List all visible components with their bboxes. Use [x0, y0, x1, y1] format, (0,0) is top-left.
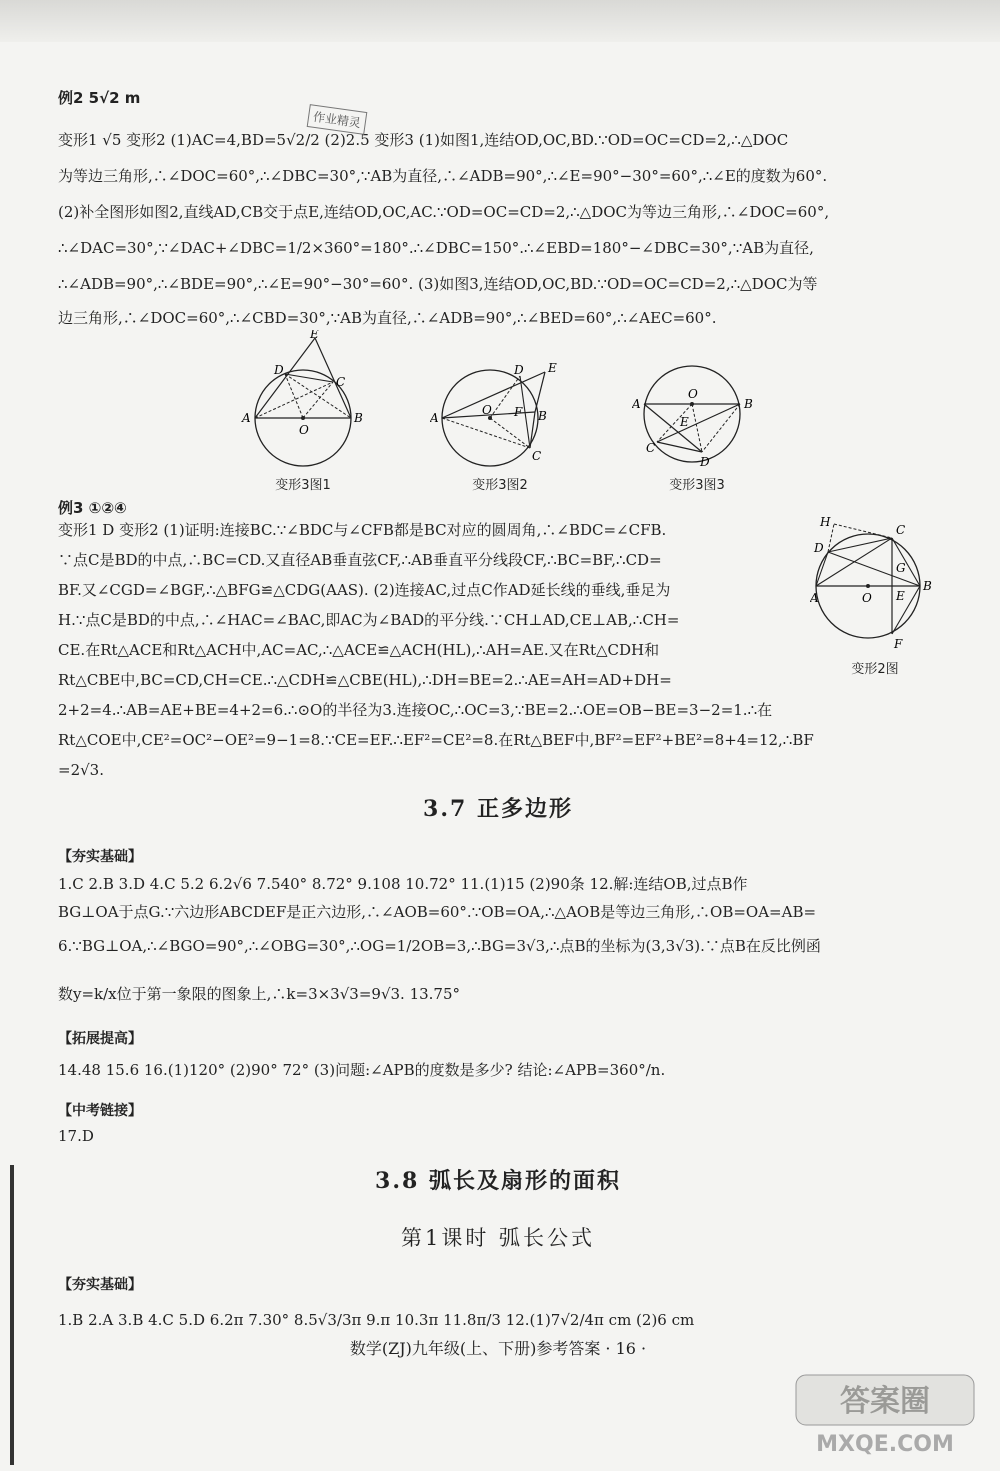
figure-variant3-3-drawing [632, 364, 762, 470]
point-label: F [514, 405, 523, 419]
point-label: C [896, 523, 906, 537]
svg-text:答案圈: 答案圈 [840, 1384, 930, 1419]
scan-edge-mark [10, 1165, 14, 1465]
section-tag: 【夯实基础】 [58, 849, 142, 865]
point-label: D [814, 541, 824, 555]
point-label: D [274, 363, 284, 377]
text-line: 例3 ①②④ [58, 499, 127, 517]
point-label: D [514, 363, 524, 377]
text-line: ∴∠ADB=90°,∴∠BDE=90°,∴∠E=90°−30°=60°. (3)如图3,连结OD,OC,BD.∵OD=OC=CD=2,∴△DOC为等 [58, 275, 818, 293]
point-label: B [538, 409, 547, 423]
point-label: B [744, 397, 753, 411]
text-line: 2+2=4.∴AB=AE+BE=4+2=6.∴⊙O的半径为3.连接OC,∴OC=3,∵BE=2.∴OE=OB−BE=3−2=1.∴在 [58, 701, 773, 719]
point-label: B [354, 411, 363, 425]
section-tag: 【拓展提高】 [58, 1031, 142, 1047]
figure-variant3-1-drawing [238, 330, 368, 470]
text-line: 6.∵BG⊥OA,∴∠BGO=90°,∴∠OBG=30°,∴OG=1/2OB=3,∴BG=3√3,∴点B的坐标为(3,3√3).∵点B在反比例函 [58, 937, 821, 955]
text-line: 1.B 2.A 3.B 4.C 5.D 6.2π 7.30° 8.5√3/3π 9.π 10.3π 11.8π/3 12.(1)7√2/4π cm (2)6 cm [58, 1311, 695, 1329]
point-label: E [680, 415, 689, 429]
text-line: 17.D [58, 1127, 94, 1145]
point-label: C [646, 441, 656, 455]
section-tag: 【中考链接】 [58, 1103, 142, 1119]
figure-caption: 变形3图2 [472, 478, 528, 493]
point-label: F [894, 637, 903, 651]
text-line: 14.48 15.6 16.(1)120° (2)90° 72° (3)问题:∠APB的度数是多少? 结论:∠APB=360°/n. [58, 1061, 666, 1079]
figure-caption: 变形3图3 [669, 478, 725, 493]
figure-variant3-3 [632, 364, 762, 493]
section-tag: 【夯实基础】 [58, 1277, 142, 1293]
text-line: 例2 5√2 m [58, 89, 141, 107]
text-line: Rt△COE中,CE²=OC²−OE²=9−1=8.∵CE=EF.∴EF²=CE²=8.在Rt△BEF中,BF²=EF²+BE²=8+4=12,∴BF [58, 731, 814, 749]
point-label: C [336, 375, 346, 389]
corner-logo-watermark [790, 1369, 980, 1459]
figure-variant3-2-drawing [430, 360, 570, 470]
point-label: O [299, 423, 309, 437]
lesson-title: 第1课时 弧长公式 [400, 1226, 596, 1250]
figure-variant2-drawing [810, 516, 940, 654]
point-label: B [923, 579, 932, 593]
text-line: CE.在Rt△ACE和Rt△ACH中,AC=AC,∴△ACE≌△ACH(HL),∴AH=AE.又在Rt△CDH和 [58, 641, 660, 659]
figure-caption: 变形3图1 [275, 478, 331, 493]
text-line: (2)补全图形如图2,直线AD,CB交于点E,连结OD,OC,AC.∵OD=OC=CD=2,∴△DOC为等边三角形,∴∠DOC=60°, [58, 203, 830, 221]
svg-text:MXQE.COM: MXQE.COM [816, 1432, 954, 1457]
text-line: ∵点C是BD的中点,∴BC=CD.又直径AB垂直弦CF,∴AB垂直平分线段CF,∴BC=BF,∴CD= [58, 551, 662, 569]
point-label: G [896, 561, 906, 575]
text-line: 数y=k/x位于第一象限的图象上,∴k=3×3√3=9√3. 13.75° [58, 985, 461, 1003]
point-label: A [810, 591, 819, 605]
point-label: E [896, 589, 905, 603]
text-line: 1.C 2.B 3.D 4.C 5.2 6.2√6 7.540° 8.72° 9.108 10.72° 11.(1)15 (2)90条 12.解:连结OB,过点B作 [58, 875, 748, 893]
point-label: C [532, 449, 542, 463]
point-label: A [632, 397, 641, 411]
point-label: A [242, 411, 251, 425]
text-line: Rt△CBE中,BC=CD,CH=CE.∴△CDH≌△CBE(HL),∴DH=BE=2.∴AE=AH=AD+DH= [58, 671, 672, 689]
text-line: =2√3. [58, 761, 104, 779]
watermark-stamp: 作业精灵 [307, 104, 368, 135]
point-label: E [548, 361, 557, 375]
text-line: 变形1 D 变形2 (1)证明:连接BC.∵∠BDC与∠CFB都是BC对应的圆周角,∴∠BDC=∠CFB. [58, 521, 667, 539]
text-line: H.∵点C是BD的中点,∴∠HAC=∠BAC,即AC为∠BAD的平分线.∵CH⊥AD,CE⊥AB,∴CH= [58, 611, 680, 629]
point-label: O [688, 387, 698, 401]
text-line: BF.又∠CGD=∠BGF,∴△BFG≌△CDG(AAS). (2)连接AC,过点C作AD延长线的垂线,垂足为 [58, 581, 671, 599]
text-line: BG⊥OA于点G.∵六边形ABCDEF是正六边形,∴∠AOB=60°.∵OB=OA,∴△AOB是等边三角形,∴OB=OA=AB= [58, 903, 817, 921]
watermark-logo-icon [790, 1369, 980, 1459]
point-label: E [310, 330, 319, 341]
text-line: 边三角形,∴∠DOC=60°,∴∠CBD=30°,∵AB为直径,∴∠ADB=90°,∴∠BED=60°,∴∠AEC=60°. [58, 309, 717, 327]
text-line: 变形1 √5 变形2 (1)AC=4,BD=5√2/2 (2)2.5 变形3 (1)如图1,连结OD,OC,BD.∵OD=OC=CD=2,∴△DOC [58, 131, 789, 149]
text-line: ∴∠DAC=30°,∵∠DAC+∠DBC=1/2×360°=180°.∴∠DBC=150°.∴∠EBD=180°−∠DBC=30°,∵AB为直径, [58, 239, 814, 257]
point-label: D [700, 455, 710, 469]
figure-variant3-1 [238, 330, 368, 493]
section-title: 3.7 正多边形 [423, 796, 573, 822]
text-line: 为等边三角形,∴∠DOC=60°,∴∠DBC=30°,∵AB为直径,∴∠ADB=90°,∴∠E=90°−30°=60°,∴∠E的度数为60°. [58, 167, 828, 185]
scan-top-band [0, 0, 1000, 42]
point-label: A [430, 411, 439, 425]
page-footer: 数学(ZJ)九年级(上、下册)参考答案 · 16 · [349, 1339, 647, 1358]
figure-variant3-2 [430, 360, 570, 493]
section-title: 3.8 弧长及扇形的面积 [375, 1168, 621, 1194]
point-label: O [862, 591, 872, 605]
point-label: H [820, 516, 831, 529]
point-label: O [482, 403, 492, 417]
figure-variant2 [810, 516, 940, 676]
figure-caption: 变形2图 [851, 662, 899, 677]
